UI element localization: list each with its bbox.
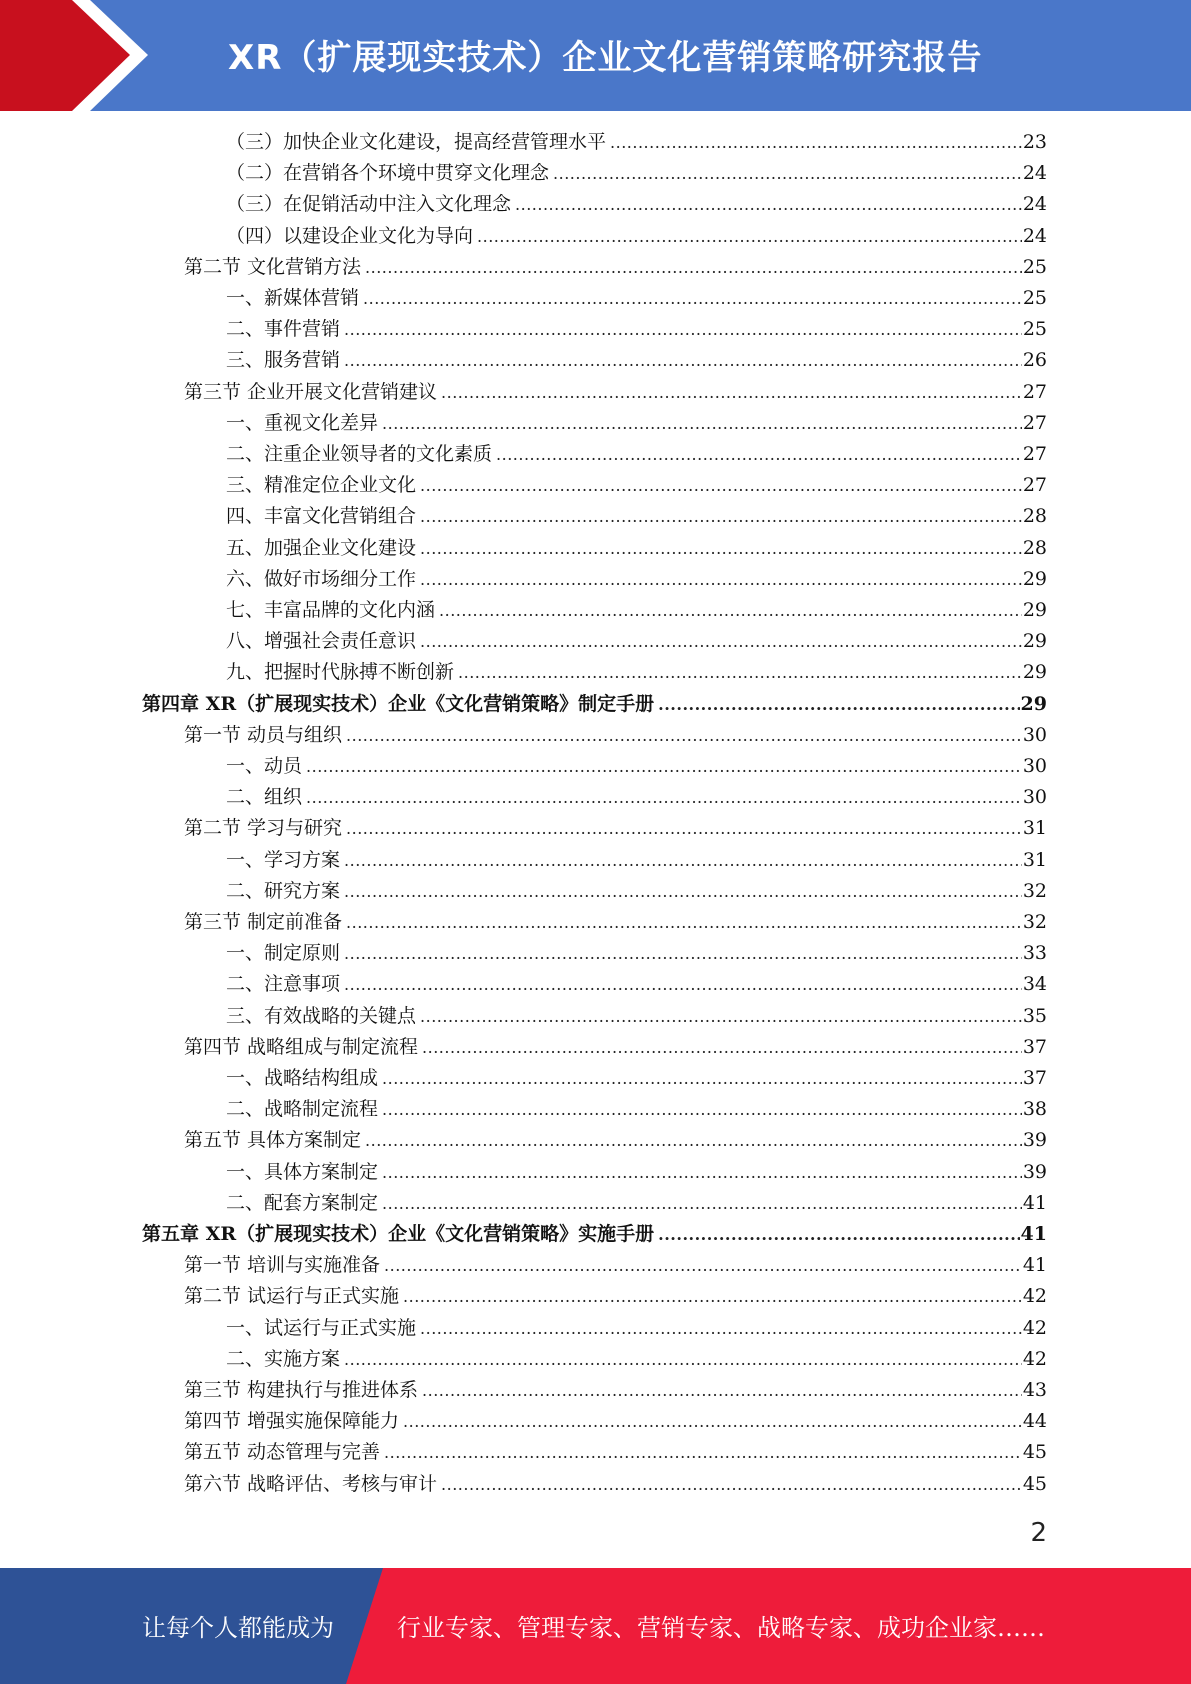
toc-dot-leader [363, 283, 1022, 314]
toc-entry[interactable] [226, 345, 1047, 376]
toc-entry-title: 第二节 学习与研究 [184, 817, 343, 840]
toc-entry-title: 三、服务营销 [226, 349, 341, 372]
toc-entry-title: 六、做好市场细分工作 [226, 567, 417, 590]
toc-dot-leader [344, 314, 1022, 345]
toc-entry-title: 四、丰富文化营销组合 [226, 505, 417, 528]
toc-entry-title: 第二节 试运行与正式实施 [184, 1285, 400, 1308]
toc-entry[interactable] [184, 720, 1047, 751]
toc-entry-title: 八、增强社会责任意识 [226, 630, 417, 653]
toc-entry-page: 27 [1022, 474, 1047, 497]
toc-entry-title: 二、注意事项 [226, 973, 341, 996]
toc-entry-title: 第三节 企业开展文化营销建议 [184, 380, 438, 403]
toc-dot-leader [382, 1157, 1022, 1188]
toc-entry-page: 39 [1022, 1129, 1047, 1152]
toc-entry-page: 42 [1022, 1347, 1047, 1370]
toc-dot-leader [610, 127, 1022, 158]
toc-entry[interactable] [226, 1001, 1047, 1032]
toc-entry[interactable] [184, 1125, 1047, 1156]
toc-entry-title: 二、配套方案制定 [226, 1191, 379, 1214]
toc-entry-title: 第五节 动态管理与完善 [184, 1441, 381, 1464]
toc-entry[interactable] [184, 377, 1047, 408]
page-number: 2 [1030, 1518, 1047, 1548]
toc-entry[interactable] [226, 439, 1047, 470]
toc-entry-title: 一、重视文化差异 [226, 411, 379, 434]
toc-dot-leader [346, 907, 1022, 938]
toc-entry-page: 28 [1022, 536, 1047, 559]
toc-entry-page: 42 [1022, 1285, 1047, 1308]
toc-entry-title: 一、具体方案制定 [226, 1160, 379, 1183]
toc-entry-title: 一、制定原则 [226, 942, 341, 965]
toc-entry[interactable] [226, 1188, 1047, 1219]
toc-entry-title: （四）以建设企业文化为导向 [226, 224, 474, 247]
toc-entry[interactable] [226, 782, 1047, 813]
toc-entry[interactable] [226, 158, 1047, 189]
toc-entry-page: 43 [1022, 1379, 1047, 1401]
toc-dot-leader [306, 782, 1022, 813]
toc-entry[interactable] [226, 1157, 1047, 1188]
toc-entry-page: 37 [1022, 1067, 1047, 1089]
toc-entry-title: 一、动员 [226, 755, 303, 777]
toc-entry-page: 29 [1020, 692, 1047, 715]
toc-dot-leader [658, 1219, 1019, 1250]
toc-entry-page: 23 [1022, 131, 1047, 153]
toc-entry-title: 第一节 动员与组织 [184, 723, 343, 746]
toc-entry[interactable] [184, 1469, 1047, 1500]
toc-entry[interactable] [184, 1406, 1047, 1437]
toc-dot-leader [344, 845, 1022, 876]
toc-dot-leader [384, 1250, 1022, 1281]
toc-entry-page: 42 [1022, 1316, 1047, 1339]
toc-dot-leader [420, 626, 1022, 657]
toc-dot-leader [422, 1032, 1022, 1063]
toc-entry-title: 第二节 文化营销方法 [184, 255, 362, 278]
toc-entry[interactable] [226, 314, 1047, 345]
toc-entry-page: 30 [1022, 723, 1047, 746]
toc-entry-title: 二、事件营销 [226, 318, 341, 341]
toc-dot-leader [420, 1313, 1022, 1344]
toc-entry-title: 三、精准定位企业文化 [226, 474, 417, 497]
toc-entry-title: 一、试运行与正式实施 [226, 1316, 417, 1339]
toc-entry[interactable] [226, 876, 1047, 907]
toc-entry-page: 44 [1022, 1410, 1047, 1433]
report-title: XR（扩展现实技术）企业文化营销策略研究报告 [228, 38, 983, 78]
toc-dot-leader [346, 813, 1022, 844]
toc-dot-leader [382, 408, 1022, 439]
header-arrow-icon [0, 0, 150, 111]
toc-entry-page: 31 [1022, 848, 1047, 871]
toc-entry-page: 38 [1022, 1098, 1047, 1121]
toc-dot-leader [420, 533, 1022, 564]
toc-entry[interactable] [226, 533, 1047, 564]
toc-entry-page: 33 [1022, 942, 1047, 965]
toc-entry[interactable] [226, 470, 1047, 501]
toc-entry-page: 26 [1022, 349, 1047, 372]
toc-entry[interactable] [226, 969, 1047, 1000]
toc-entry-page: 25 [1022, 318, 1047, 341]
toc-entry-title: 二、研究方案 [226, 879, 341, 902]
toc-entry-title: 第四节 战略组成与制定流程 [184, 1035, 419, 1058]
toc-dot-leader [441, 377, 1022, 408]
toc-entry-page: 32 [1022, 879, 1047, 902]
toc-dot-leader [422, 1375, 1022, 1406]
toc-entry[interactable] [226, 408, 1047, 439]
toc-dot-leader [382, 1063, 1022, 1094]
toc-entry-title: 第六节 战略评估、考核与审计 [184, 1472, 438, 1495]
toc-entry-page: 41 [1022, 1254, 1047, 1277]
toc-entry[interactable] [184, 813, 1047, 844]
toc-entry[interactable] [226, 127, 1047, 158]
toc-entry-page: 27 [1022, 380, 1047, 403]
toc-entry[interactable] [226, 595, 1047, 626]
footer-slogan-left: 让每个人都能成为 [142, 1614, 334, 1642]
toc-entry-title: 第五章 XR（扩展现实技术）企业《文化营销策略》实施手册 [142, 1223, 655, 1245]
toc-dot-leader [344, 345, 1022, 376]
footer-slogan-right: 行业专家、管理专家、营销专家、战略专家、成功企业家…… [397, 1614, 1045, 1642]
toc-entry-page: 29 [1022, 599, 1047, 621]
toc-entry-title: 二、组织 [226, 786, 303, 809]
toc-entry-page: 35 [1022, 1004, 1047, 1027]
toc-entry[interactable] [226, 283, 1047, 314]
toc-entry-title: 第三节 制定前准备 [184, 911, 343, 933]
toc-entry-page: 24 [1022, 193, 1047, 216]
toc-entry-page: 45 [1022, 1472, 1047, 1495]
toc-dot-leader [496, 439, 1022, 470]
toc-entry-title: （二）在营销各个环境中贯穿文化理念 [226, 162, 550, 185]
toc-entry-page: 34 [1022, 973, 1047, 996]
toc-dot-leader [439, 595, 1022, 626]
toc-entry-title: （三）加快企业文化建设，提高经营管理水平 [226, 131, 607, 153]
toc-entry-page: 29 [1022, 661, 1047, 684]
toc-entry-title: 第五节 具体方案制定 [184, 1129, 362, 1152]
toc-dot-leader [344, 969, 1022, 1000]
toc-entry-title: 一、新媒体营销 [226, 287, 360, 309]
toc-entry[interactable] [226, 564, 1047, 595]
toc-entry-page: 29 [1022, 630, 1047, 653]
page-footer [0, 1568, 1191, 1684]
toc-dot-leader [420, 501, 1022, 532]
toc-entry[interactable] [142, 1219, 1047, 1250]
toc-entry[interactable] [226, 657, 1047, 688]
toc-entry-page: 31 [1022, 817, 1047, 840]
toc-dot-leader [477, 221, 1022, 252]
toc-entry-page: 45 [1022, 1441, 1047, 1464]
toc-entry[interactable] [226, 751, 1047, 782]
toc-entry-page: 30 [1022, 786, 1047, 809]
toc-entry[interactable] [184, 1281, 1047, 1312]
toc-entry-title: 第四节 增强实施保障能力 [184, 1410, 400, 1433]
page-header [0, 0, 1191, 111]
toc-entry[interactable] [226, 845, 1047, 876]
toc-entry-title: 九、把握时代脉搏不断创新 [226, 661, 455, 684]
toc-dot-leader [420, 470, 1022, 501]
toc-dot-leader [365, 252, 1022, 283]
toc-entry[interactable] [226, 938, 1047, 969]
toc-entry-page: 37 [1022, 1035, 1047, 1058]
toc-entry-title: 第三节 构建执行与推进体系 [184, 1379, 419, 1401]
toc-dot-leader [458, 657, 1022, 688]
toc-entry-page: 27 [1022, 443, 1047, 465]
toc-dot-leader [344, 1344, 1022, 1375]
toc-entry[interactable] [184, 252, 1047, 283]
toc-dot-leader [382, 1188, 1022, 1219]
toc-entry-page: 41 [1022, 1191, 1047, 1214]
toc-entry[interactable] [184, 907, 1047, 938]
toc-entry[interactable] [184, 1250, 1047, 1281]
toc-dot-leader [515, 189, 1022, 220]
toc-dot-leader [420, 1001, 1022, 1032]
toc-entry[interactable] [184, 1032, 1047, 1063]
toc-entry[interactable] [184, 1375, 1047, 1406]
toc-entry-title: 三、有效战略的关键点 [226, 1004, 417, 1027]
toc-entry-title: 第四章 XR（扩展现实技术）企业《文化营销策略》制定手册 [142, 692, 655, 715]
toc-dot-leader [403, 1406, 1022, 1437]
toc-dot-leader [658, 689, 1019, 720]
toc-dot-leader [344, 938, 1022, 969]
toc-entry-title: 第一节 培训与实施准备 [184, 1254, 381, 1277]
toc-dot-leader [346, 720, 1022, 751]
toc-entry[interactable] [226, 189, 1047, 220]
toc-dot-leader [365, 1125, 1022, 1156]
toc-entry[interactable] [226, 1063, 1047, 1094]
toc-entry-page: 27 [1022, 411, 1047, 434]
toc-entry-page: 25 [1022, 255, 1047, 278]
toc-entry-page: 25 [1022, 287, 1047, 309]
toc-entry-page: 29 [1022, 567, 1047, 590]
toc-entry-page: 24 [1022, 162, 1047, 185]
toc-entry[interactable] [226, 1344, 1047, 1375]
toc-dot-leader [420, 564, 1022, 595]
toc-entry-title: 一、战略结构组成 [226, 1067, 379, 1089]
toc-entry[interactable] [226, 501, 1047, 532]
toc-entry-page: 32 [1022, 911, 1047, 933]
toc-entry-title: 五、加强企业文化建设 [226, 536, 417, 559]
toc-entry-title: （三）在促销活动中注入文化理念 [226, 193, 512, 216]
toc-entry[interactable] [184, 1437, 1047, 1468]
toc-entry-page: 24 [1022, 224, 1047, 247]
toc-dot-leader [384, 1437, 1022, 1468]
toc-entry-title: 一、学习方案 [226, 848, 341, 871]
toc-entry-title: 七、丰富品牌的文化内涵 [226, 599, 436, 621]
toc-dot-leader [553, 158, 1022, 189]
toc-entry[interactable] [226, 626, 1047, 657]
toc-entry-page: 30 [1022, 755, 1047, 777]
toc-dot-leader [403, 1281, 1022, 1312]
toc-dot-leader [382, 1094, 1022, 1125]
toc-dot-leader [344, 876, 1022, 907]
toc-entry-page: 41 [1020, 1223, 1047, 1245]
toc-entry[interactable] [142, 689, 1047, 720]
toc-entry[interactable] [226, 221, 1047, 252]
toc-entry[interactable] [226, 1094, 1047, 1125]
toc-dot-leader [306, 751, 1022, 782]
toc-dot-leader [441, 1469, 1022, 1500]
toc-entry-title: 二、注重企业领导者的文化素质 [226, 443, 493, 465]
toc-entry[interactable] [226, 1313, 1047, 1344]
toc-entry-page: 28 [1022, 505, 1047, 528]
toc-entry-title: 二、战略制定流程 [226, 1098, 379, 1121]
toc-entry-page: 39 [1022, 1160, 1047, 1183]
toc-entry-title: 二、实施方案 [226, 1347, 341, 1370]
